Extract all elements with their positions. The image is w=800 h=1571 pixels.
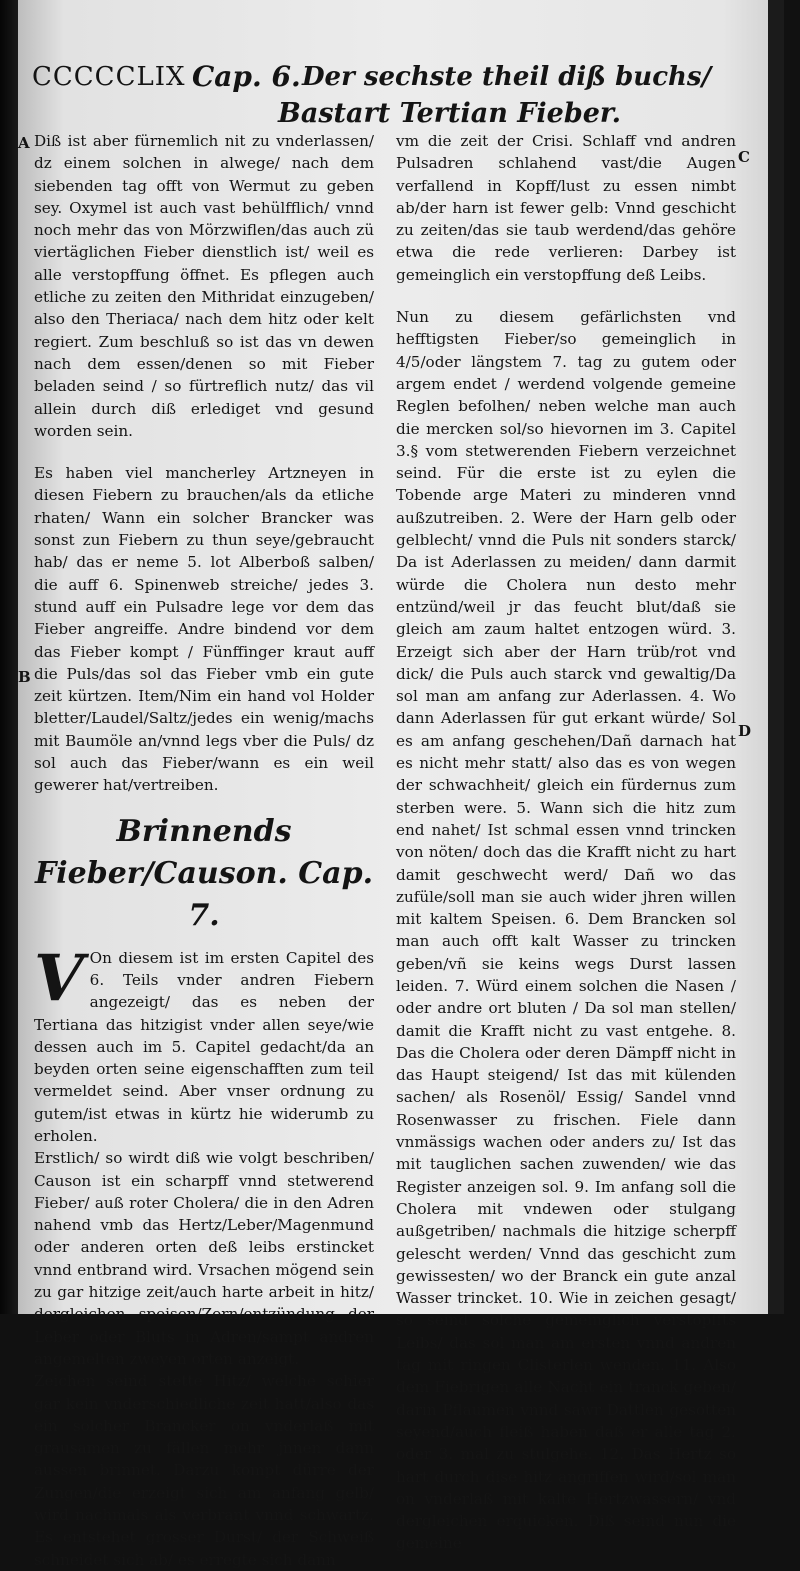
scan-right-edge <box>768 0 784 1314</box>
paragraph: Nun zu diesem gefärlichsten vnd hefftigsten Fieber/so gemeinglich in 4/5/oder längstem 7. tag zu gutem oder argem endet / werdend volgende gemeine Reglen befolhen/ neben welche man auch die mercken sol/so hievornen im 3. Capitel 3.§ vom stetwerenden Fiebern verzeichnet seind. Für die erste ist zu eylen die Tobende arge Materi zu minderen vnnd außzutreiben. 2. Were der Harn gelb oder gelblecht/ vnnd die Puls nit sonders starck/ Da ist Aderlassen zu meiden/ dann darmit würde die Cholera nun desto mehr entzünd/weil jr das feucht blut/daß sie gleich am zaum haltet entzogen würd. 3. Erzeigt sich aber der Harn trüb/rot vnd dick/ die Puls auch starck vnd gewaltig/Da sol man am anfang zur Aderlassen. 4. Wo dann Aderlassen für gut erkant würde/ Sol es am anfang geschehen/Dañ darnach hat es nicht mehr statt/ also das es von wegen der schwachheit/ gleich ein fürdernus zum sterben were. 5. Wann sich die hitz zum end nahet/ Ist schmal essen vnnd trincken von nöten/ doch das die Krafft nicht zu hart damit geschwecht werd/ Dañ wo das zufüle/soll man sie auch wider jhren willen mit kaltem Speisen. 6. Dem Brancken sol man auch offt kalt Wasser zu trincken geben/vñ sie keins wegs Durst lassen leiden. 7. Würd einem solchen die Nasen / oder andre ort bluten / Da sol man stellen/ damit die Krafft nicht zu vast entgehe. 8. Das die Cholera oder deren Dämpff nicht in das Haupt steigend/ Ist das mit külenden sachen/ als Rosenöl/ Essig/ Sandel vnnd Rosenwasser zu frischen. Fiele dann vnmässigs wachen oder anders zu/ Ist das mit tauglichen sachen zuwenden/ wie das Register anzeigen sol. 9. Im anfang soll die Cholera mit vndewen oder stulgang außgetriben/ nachmals die hitzige scherpff gelescht werden/ Vnnd das geschicht zum gewissesten/ wo der Branck ein gute anzal Wasser trincket. 10. Wie in zeichen gesagt/ so seind solche gemeinglich verstopffts Leibs/ das sol man am ersten vnnd andren tag mit ringen Clisterlen wenden. 11. Also dem Fiebrigen alle Nacht ein tranck geben/ darin Pflaumen vnnd sawr Dattlen gesotten seyend/auch fleiß haben daß er alle tag 2. oder 3. mal zu stulgehe. 12. Das Hertz so hart durch dise hitz angriffen wird/sol man on vnderlaß mit kalte Hertzwassern/ vnd dergleichen erquicken. Diß seind nun die gemeine <box>396 308 736 1553</box>
chapter-ref: Cap. 6. <box>192 60 301 93</box>
margin-letter-b: B <box>18 668 31 686</box>
paragraph: Erstlich/ so wirdt diß wie volgt beschriben/ Causon ist ein scharpff vnnd stetwerend Fieber/ auß roter Cholera/ die in den Adren nahend vmb das Hertz/Leber/Magenmund oder anderen orten deß leibs erstincket vnnd entbrand wird. Vrsachen mögend sein zu gar hitzige zeit/auch harte arbeit in hitz/ dergleichen speisen/Zorn/entzündung der Leber oder Bluts in Adren/sampt andren angemelten zweyen orten anzeigt. <box>34 1149 374 1368</box>
paragraph: Es haben viel mancherley Artzneyen in diesen Fiebern zu brauchen/als da etliche rhaten/ Wann ein solcher Brancker was sonst zun Fiebern zu thun seye/gebraucht hab/ das er neme 5. lot Alberboß salben/ die auff 6. Spinenweb streiche/ jedes 3. stund auff ein Pulsadre lege vor dem das Fieber angreiffe. Andre bindend vor dem das Fieber kompt / Fünffinger kraut auff die Puls/das sol das Fieber vmb ein gute zeit kürtzen. Item/Nim ein hand vol Holder bletter/Laudel/Saltz/jedes ein wenig/machs mit Baumöle an/vnnd legs vber die Puls/ dz sol auch das Fieber/wann es ein weil gewerer hat/vertreiben. <box>34 464 374 795</box>
margin-letter-d: D <box>738 722 752 740</box>
folio-number: CCCCCLIX <box>32 62 186 92</box>
right-column <box>396 130 736 1555</box>
running-title: Der sechste theil diß buchs/ <box>302 62 712 92</box>
section-subtitle: Bastart Tertian Fieber. <box>278 98 622 129</box>
margin-letter-a: A <box>18 134 30 152</box>
chapter-opening <box>34 940 374 1148</box>
page-header <box>32 60 732 96</box>
drop-cap: V <box>34 940 84 1016</box>
margin-letter-c: C <box>738 148 750 166</box>
left-column <box>34 130 374 1571</box>
paragraph: Diß ist aber fürnemlich nit zu vnderlassen/ dz einem solchen in alwege/ nach dem siebenden tag offt von Wermut zu geben sey. Oxymel ist auch vast behülfflich/ vnnd noch mehr das von Mörzwiflen/das auch zü viertäglichen Fieber dienstlich ist/ weil es alle verstopffung öffnet. Es pflegen auch etliche zu zeiten den Mithridat einzugeben/ also den Theriaca/ nach dem hitz oder kelt regiert. Zum beschluß so ist das vn dewen nach dem essen/denen so mit Fieber beladen seind / so fürtreflich nutz/ das vil allein durch diß erlediget vnd gesund worden sein. <box>34 132 374 440</box>
paragraph: Zeichen seind stette Hitz/ welche schier gar kein vnderschiedliche zeit hatt/also das ein solcher Brancker on vnderlaß mit grausamen zu fällen mehr jnnen dann aussen brinnet. Darzu kompt dürre der Zungen/die erzeigt sich am anfang gelb/ wird nachmals als verbrant vnnd schwartz. Es entstehet grosser Durst/ der Schweiß schneidet sich ab/ es erregte sich dann <box>34 1372 374 1569</box>
paragraph-text: On diesem ist im ersten Capitel des 6. Teils vnder andren Fiebern angezeigt/ das es neben der Tertiana das hitzigist vnder allen seye/wie dessen auch im 5. Capitel gedacht/da an beyden orten seine eigenschafften zum teil vermeldet seind. Aber vnser ordnung zu gutem/ist etwas in kürtz hie widerumb zu erholen. <box>34 948 374 1145</box>
chapter-title: Brinnends Fieber/Causon. Cap. 7. <box>34 813 374 933</box>
paragraph: vm die zeit der Crisi. Schlaff vnd andren Pulsadren schlahend vast/die Augen verfallend in Kopff/lust zu essen nimbt ab/der harn ist fewer gelb: Vnnd geschicht zu zeiten/das sie taub werdend/das gehöre etwa die rede verlieren: Darbey ist gemeinglich ein verstopffung deß Leibs. <box>396 132 736 284</box>
book-page <box>18 0 784 1569</box>
